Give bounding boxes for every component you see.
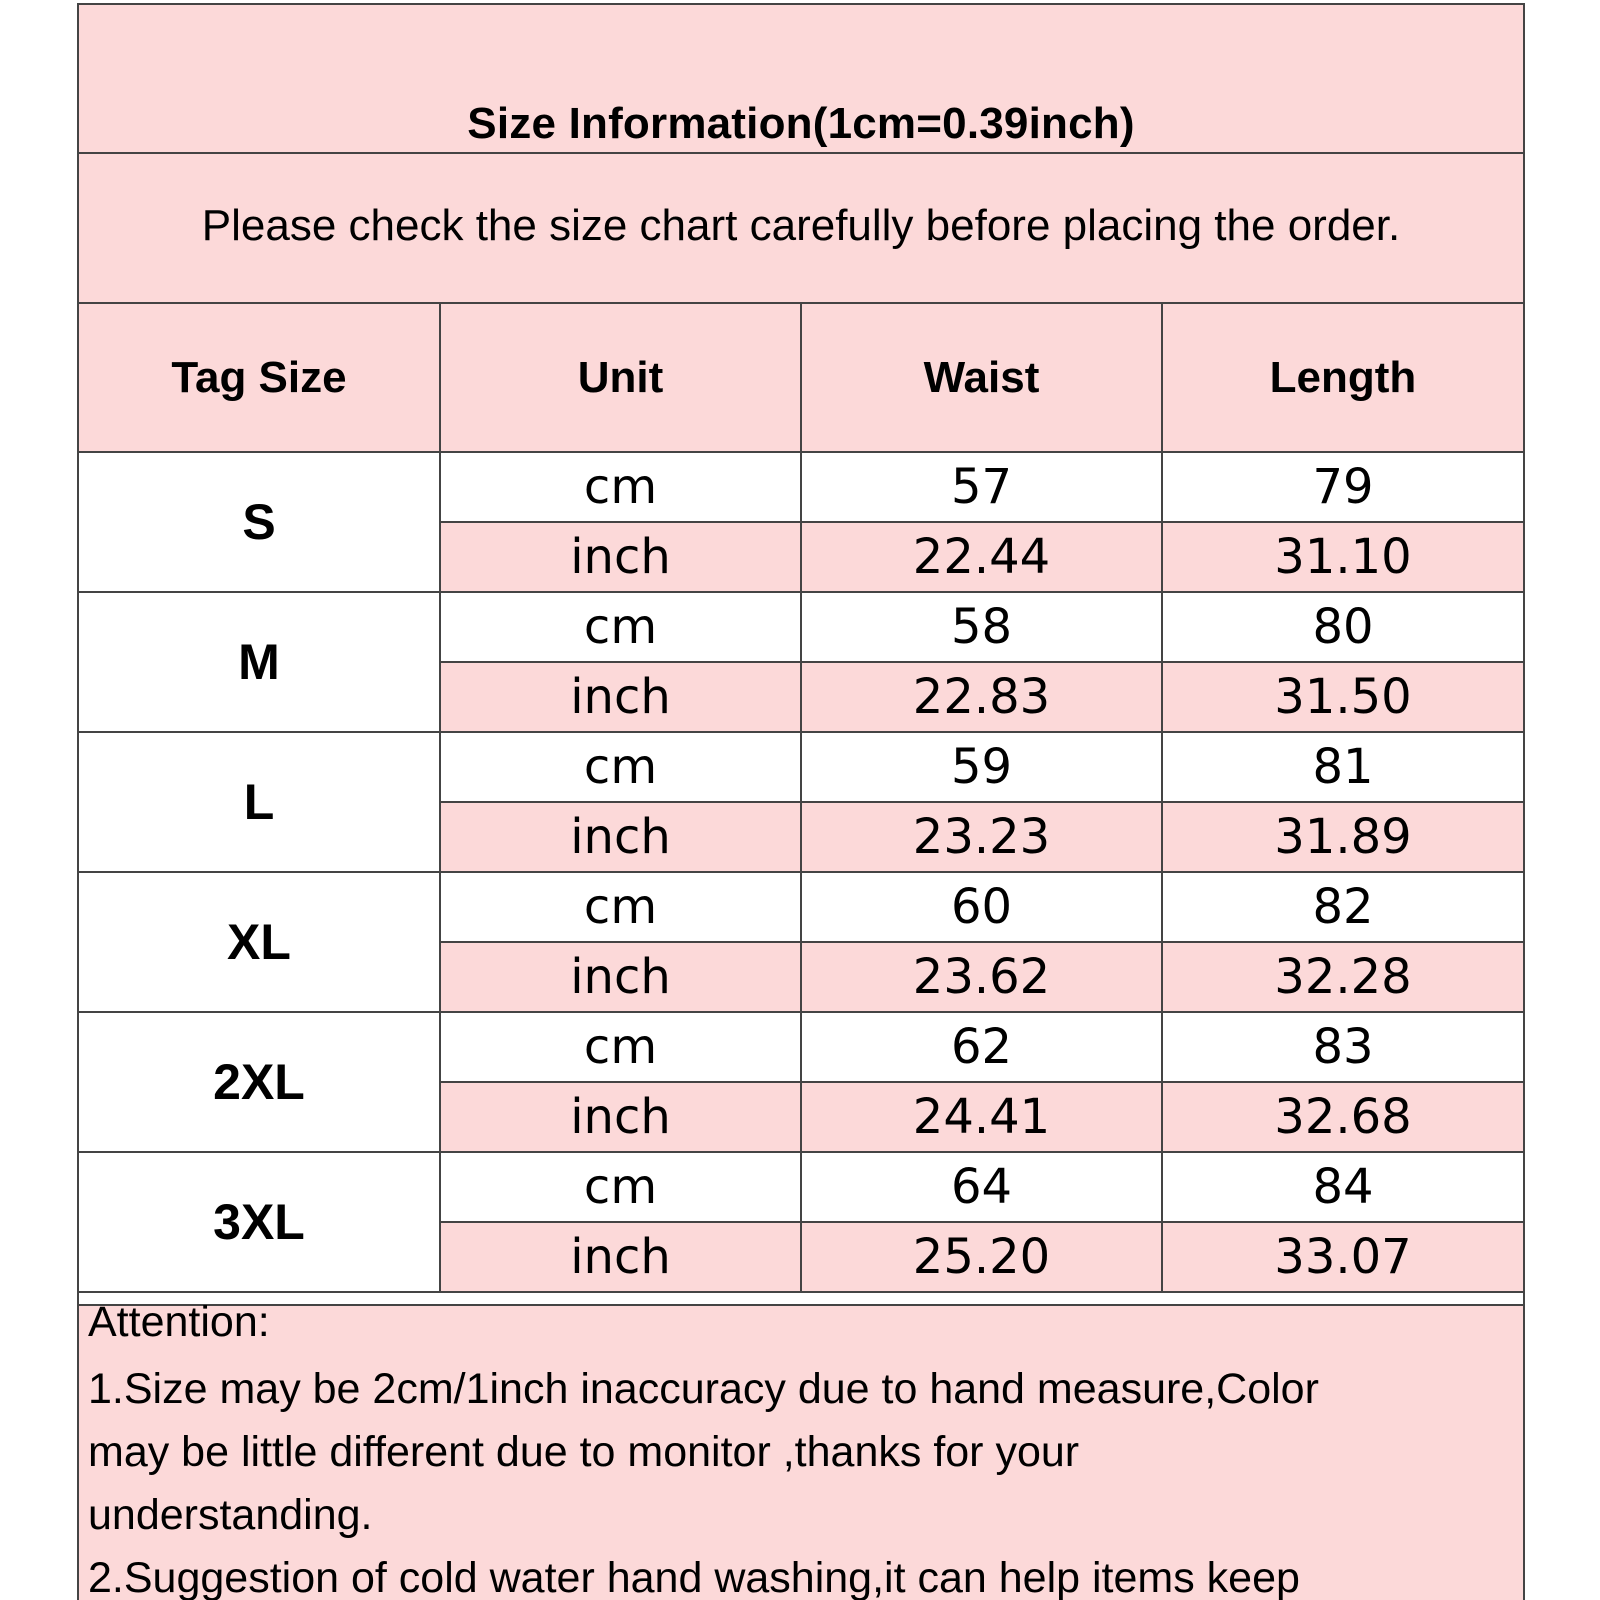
length-cell: 82 <box>1162 872 1523 942</box>
attention-line: may be little different due to monitor ,thanks for your <box>88 1428 1080 1476</box>
waist-cell: 64 <box>801 1152 1162 1222</box>
attention-title: Attention: <box>88 1298 270 1346</box>
unit-cell: inch <box>440 662 801 732</box>
length-cell: 79 <box>1162 452 1523 522</box>
size-check-notice: Please check the size chart carefully before placing the order. <box>201 201 1401 250</box>
table-row <box>79 1012 1523 1082</box>
attention-line: 2.Suggestion of cold water hand washing,it can help items keep <box>88 1554 1300 1600</box>
waist-cell: 25.20 <box>801 1222 1162 1292</box>
unit-cell: cm <box>440 1152 801 1222</box>
header-waist: Waist <box>801 304 1162 452</box>
length-cell: 31.89 <box>1162 802 1523 872</box>
table-row <box>79 732 1523 802</box>
length-cell: 31.10 <box>1162 522 1523 592</box>
unit-cell: inch <box>440 1082 801 1152</box>
unit-cell: inch <box>440 802 801 872</box>
length-cell: 83 <box>1162 1012 1523 1082</box>
attention-line: understanding. <box>88 1491 373 1539</box>
waist-cell: 22.44 <box>801 522 1162 592</box>
table-row <box>79 1152 1523 1222</box>
unit-cell: cm <box>440 592 801 662</box>
tag-size-cell: L <box>79 732 440 872</box>
waist-cell: 23.23 <box>801 802 1162 872</box>
unit-cell: cm <box>440 732 801 802</box>
unit-cell: cm <box>440 872 801 942</box>
size-table <box>79 304 1523 1293</box>
tag-size-cell: XL <box>79 872 440 1012</box>
tag-size-cell: 3XL <box>79 1152 440 1292</box>
tag-size-cell: M <box>79 592 440 732</box>
notice-row <box>79 154 1523 304</box>
unit-cell: inch <box>440 942 801 1012</box>
unit-cell: cm <box>440 452 801 522</box>
attention-line: 1.Size may be 2cm/1inch inaccuracy due to hand measure,Color <box>88 1365 1319 1413</box>
header-tag-size: Tag Size <box>79 304 440 452</box>
waist-cell: 57 <box>801 452 1162 522</box>
header-length: Length <box>1162 304 1523 452</box>
length-cell: 33.07 <box>1162 1222 1523 1292</box>
tag-size-cell: 2XL <box>79 1012 440 1152</box>
length-cell: 32.68 <box>1162 1082 1523 1152</box>
title-row <box>79 5 1523 154</box>
length-cell: 80 <box>1162 592 1523 662</box>
length-cell: 31.50 <box>1162 662 1523 732</box>
size-info-title: Size Information(1cm=0.39inch) <box>467 99 1135 148</box>
waist-cell: 59 <box>801 732 1162 802</box>
table-header-row <box>79 304 1523 452</box>
waist-cell: 58 <box>801 592 1162 662</box>
unit-cell: inch <box>440 1222 801 1292</box>
waist-cell: 22.83 <box>801 662 1162 732</box>
tag-size-cell: S <box>79 452 440 592</box>
size-chart-sheet <box>77 3 1525 1600</box>
waist-cell: 62 <box>801 1012 1162 1082</box>
attention-section <box>79 1298 1523 1600</box>
waist-cell: 60 <box>801 872 1162 942</box>
table-row <box>79 872 1523 942</box>
waist-cell: 24.41 <box>801 1082 1162 1152</box>
table-row <box>79 592 1523 662</box>
unit-cell: inch <box>440 522 801 592</box>
waist-cell: 23.62 <box>801 942 1162 1012</box>
length-cell: 81 <box>1162 732 1523 802</box>
length-cell: 84 <box>1162 1152 1523 1222</box>
unit-cell: cm <box>440 1012 801 1082</box>
table-row <box>79 452 1523 522</box>
length-cell: 32.28 <box>1162 942 1523 1012</box>
header-unit: Unit <box>440 304 801 452</box>
